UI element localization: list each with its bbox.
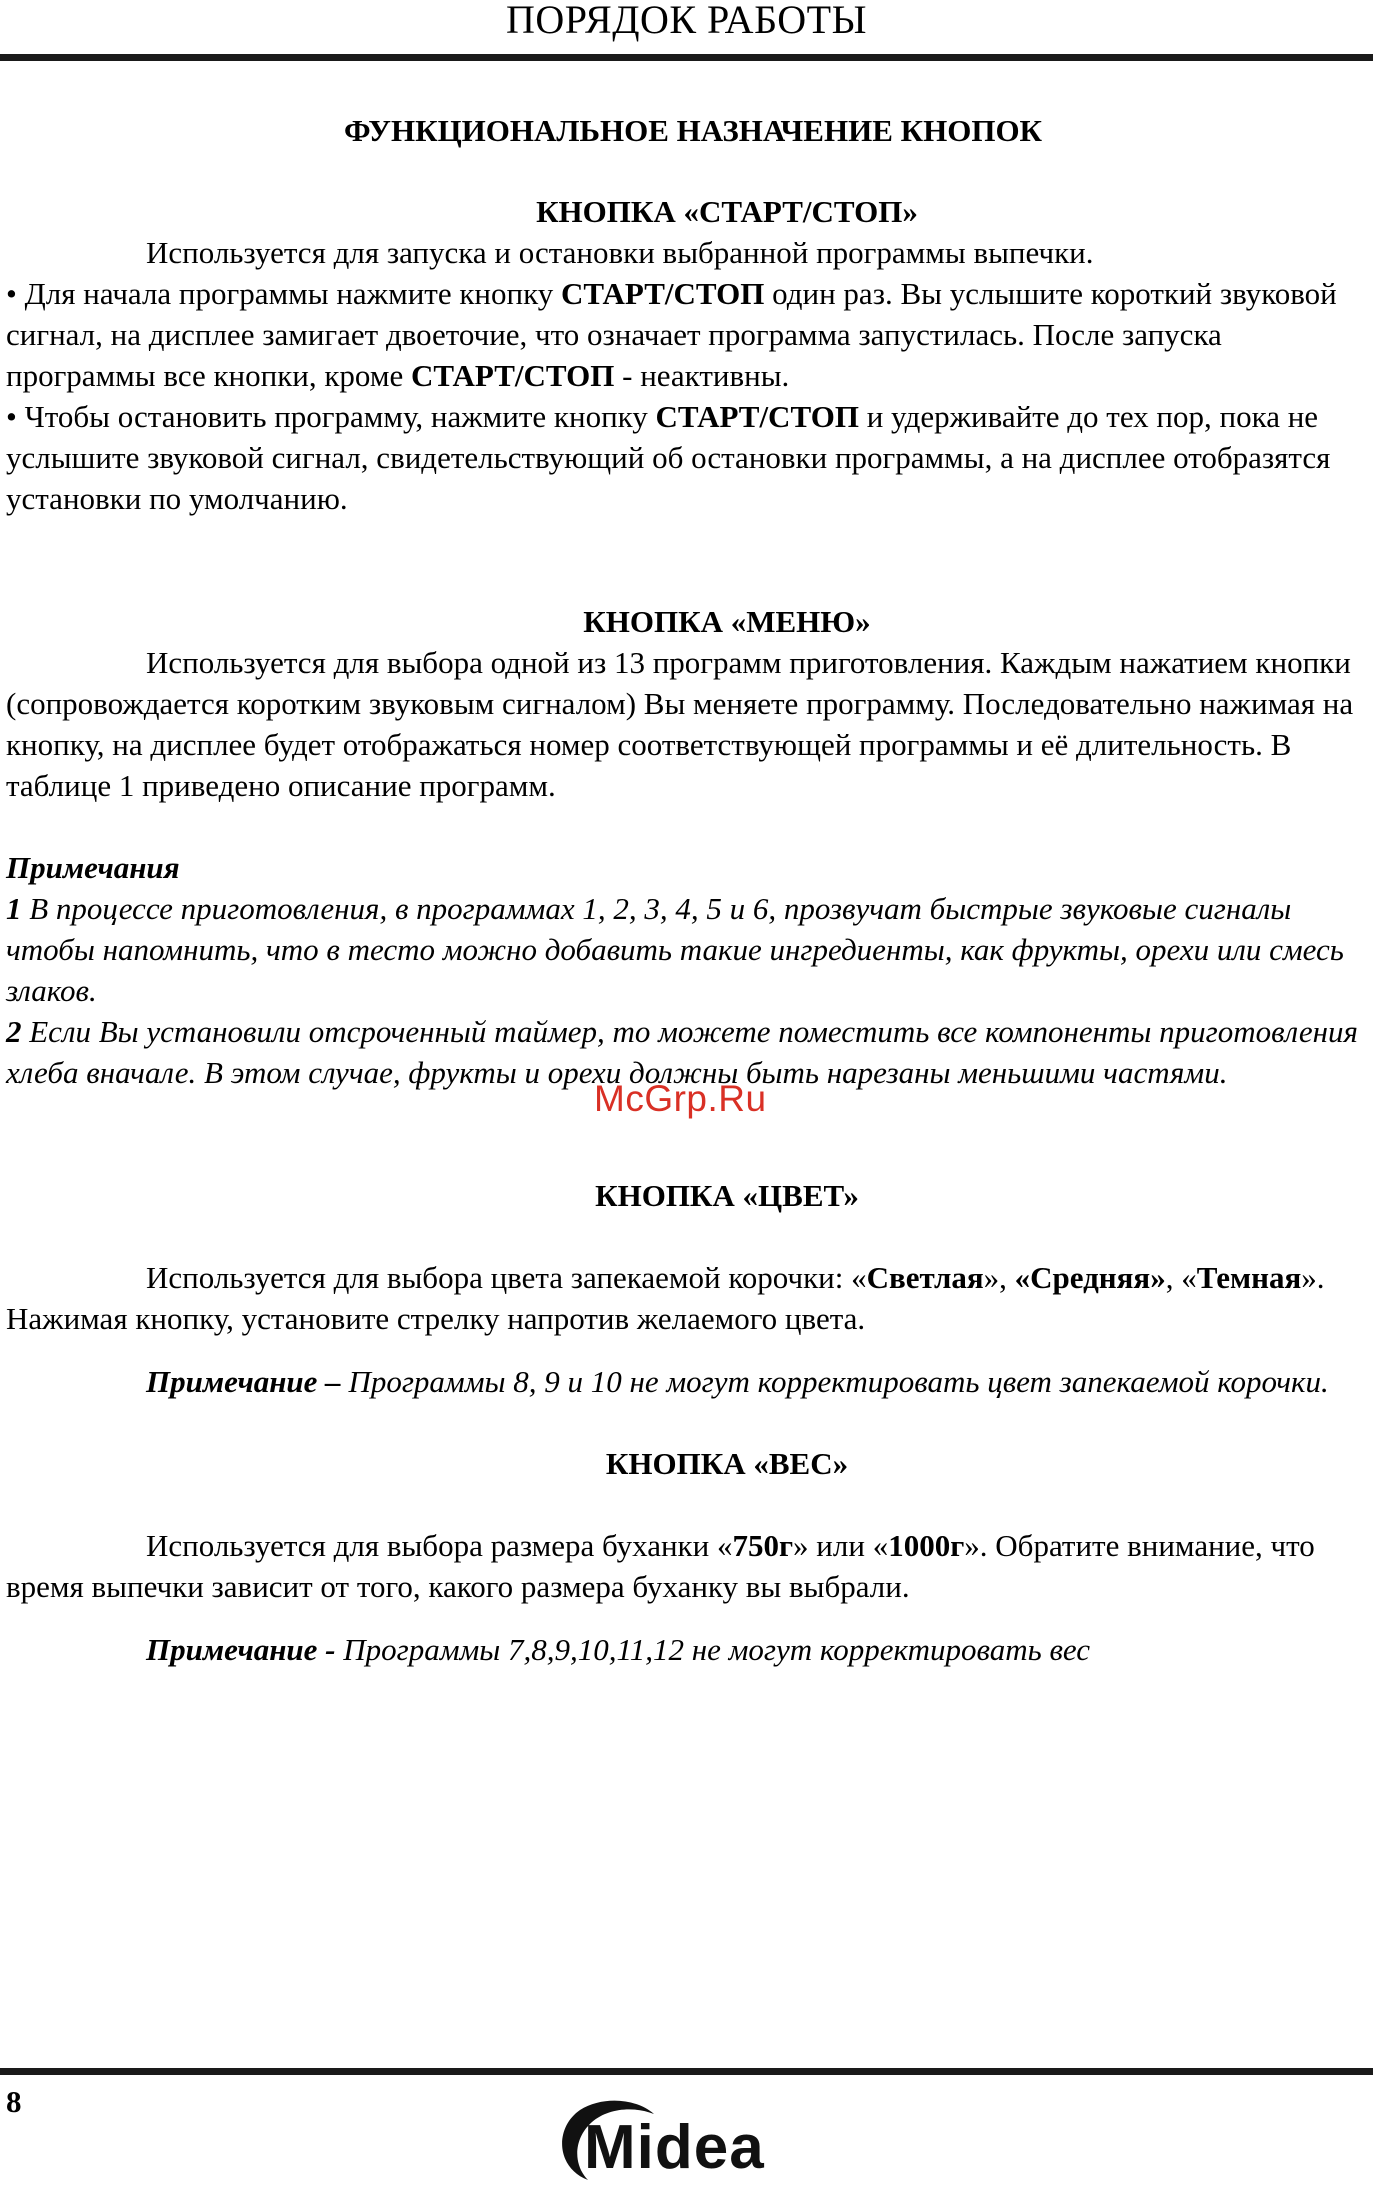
note-text: В процессе приготовления, в программах 1, 2, 3, 4, 5 и 6, прозвучат быстрые звуковые сигналы чтобы напомнить, что в тесто можно добавить такие ингредиенты, как фрукты, орехи или смесь злаков. — [6, 891, 1344, 1008]
text-run: один раз. Вы услышите короткий звуковой сигнал, на дисплее замигает двоеточие, что означает программа запустилась. После запуска программы все кнопки, кроме — [6, 276, 1337, 393]
text-run: ». Обратите внимание, что время выпечки зависит от того, какого размера буханку вы выбрали. — [6, 1528, 1315, 1604]
note-text: Программы 8, 9 и 10 не могут корректировать цвет запекаемой корочки. — [340, 1364, 1329, 1399]
main-title: ФУНКЦИОНАЛЬНОЕ НАЗНАЧЕНИЕ КНОПОК — [343, 113, 1043, 148]
midea-logo — [550, 2092, 810, 2188]
header-divider — [0, 54, 1373, 61]
spacer — [6, 1216, 1368, 1257]
weight-note — [6, 1629, 1368, 1670]
page-header — [0, 0, 1373, 58]
color-heading: КНОПКА «ЦВЕТ» — [595, 1178, 859, 1213]
note-number: 1 — [6, 891, 22, 926]
text-run: • Чтобы остановить программу, нажмите кнопку — [6, 399, 656, 434]
page-number: 8 — [6, 2084, 22, 2119]
note-text: Если Вы установили отсроченный таймер, то можете поместить все компоненты приготовления хлеба вначале. В этом случае, фрукты и орехи должны быть нарезаны меньшими частями. — [6, 1014, 1358, 1090]
note-label: Примечание - — [146, 1632, 336, 1667]
note-1 — [6, 888, 1368, 1011]
text-run: Используется для выбора размера буханки « — [146, 1528, 733, 1563]
color-description — [6, 1257, 1368, 1339]
document-body — [6, 110, 1368, 1670]
spacer — [6, 1402, 1368, 1443]
text-run: , « — [1165, 1260, 1197, 1295]
text-run: » или « — [793, 1528, 889, 1563]
notes-title: Примечания — [6, 850, 180, 885]
start-stop-keyword: СТАРТ/СТОП — [410, 358, 615, 393]
spacer — [6, 1339, 1368, 1361]
footer-divider — [0, 2068, 1373, 2075]
text-run: и удерживайте до тех пор, пока не услышите звуковой сигнал, свидетельствующий об остановки программы, а на дисплее отобразятся установки по умолчанию. — [6, 399, 1331, 516]
start-stop-keyword: СТАРТ/СТОП — [655, 399, 859, 434]
note-number: 2 — [6, 1014, 22, 1049]
weight-heading: КНОПКА «ВЕС» — [605, 1446, 849, 1481]
color-option-dark: Темная — [1196, 1260, 1302, 1295]
start-stop-keyword: СТАРТ/СТОП — [560, 276, 765, 311]
spacer — [6, 1484, 1368, 1525]
spacer — [6, 519, 1368, 601]
note-text: Программы 7,8,9,10,11,12 не могут корректировать вес — [335, 1632, 1091, 1667]
text-run: - неактивны. — [614, 358, 790, 393]
menu-heading: КНОПКА «МЕНЮ» — [583, 604, 871, 639]
spacer — [6, 806, 1368, 847]
spacer — [6, 1607, 1368, 1629]
page-title: ПОРЯДОК РАБОТЫ — [506, 0, 867, 42]
menu-description: Используется для выбора одной из 13 программ приготовления. Каждым нажатием кнопки (сопровождается коротким звуковым сигналом) Вы меняете программу. Последовательно нажимая на кнопку, на дисплее будет отображаться номер соответствующей программы и её длительность. В таблице 1 приведено описание программ. — [6, 645, 1354, 803]
start-stop-intro: Используется для запуска и остановки выбранной программы выпечки. — [146, 235, 1094, 270]
logo-wordmark: Midea — [584, 2113, 765, 2182]
start-stop-bullet-1 — [6, 273, 1368, 396]
text-run: », — [983, 1260, 1015, 1295]
note-label: Примечание – — [146, 1364, 341, 1399]
color-option-light: Светлая — [866, 1260, 984, 1295]
color-option-medium: «Средняя» — [1014, 1260, 1166, 1295]
weight-description — [6, 1525, 1368, 1607]
weight-option-750: 750г — [732, 1528, 794, 1563]
text-run: ». Нажимая кнопку, установите стрелку напротив желаемого цвета. — [6, 1260, 1325, 1336]
weight-option-1000: 1000г — [888, 1528, 965, 1563]
start-stop-heading: КНОПКА «СТАРТ/СТОП» — [536, 194, 918, 229]
text-run: • Для начала программы нажмите кнопку — [6, 276, 561, 311]
watermark: McGrp.Ru — [594, 1078, 767, 1119]
color-note — [6, 1361, 1368, 1402]
text-run: Используется для выбора цвета запекаемой корочки: « — [146, 1260, 867, 1295]
start-stop-bullet-2 — [6, 396, 1368, 519]
